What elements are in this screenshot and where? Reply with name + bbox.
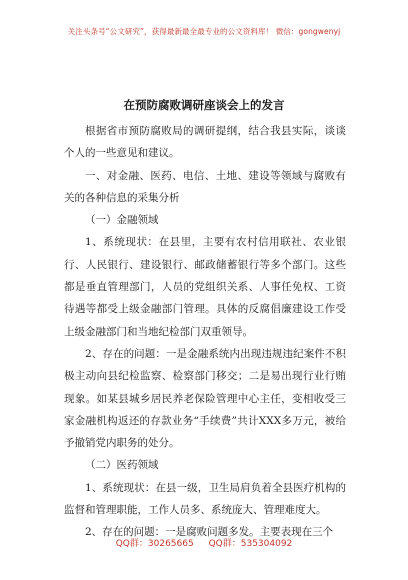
paragraph-medicine-problems: 2、存在的问题：一是腐败问题多发。主要表现在三个: [85, 526, 334, 539]
paragraph-finance-status: 1、系统现状：在县里，主要有农村信用联社、农业银行、人民银行、建设银行、邮政储蓄银行等多个部门。这些都是垂直管理部门，人员的党组织关系、人事任免权、工资待遇等都受上级金融部门管理。具体的反腐倡廉建设工作受上级金融部门和当地纪检部门双重领导。: [64, 236, 346, 338]
paragraph-medicine-status: 1、系统现状：在县一级，卫生局肩负着全县医疗机构的监督和管理职能，工作人员多、系统庞大、管理难度大。: [64, 481, 346, 517]
document-body: [64, 120, 346, 544]
paragraph-finance-problems: 2、存在的问题：一是金融系统内出现违规违纪案件不积极主动向县纪检监察、检察部门移交；二是易出现行业行贿现象。如某县城乡居民养老保险管理中心主任，变相收受三家金融机构返还的存款业务“手续费”共计XXX多万元，被给予撤销党内职务的处分。: [64, 347, 346, 450]
subsection-heading-finance: （一）金融领域: [85, 214, 159, 227]
subsection-heading-medicine: （二）医药领域: [85, 459, 159, 472]
paragraph-intro: 根据省市预防腐败局的调研提纲，结合我县实际，谈谈个人的一些意见和建议。: [64, 125, 346, 160]
footer-contact: [0, 536, 408, 549]
header-note: 关注头条号“公文研究”，获得最新最全最专业的公文资料库！ 微信：gongwenyj: [67, 27, 341, 36]
section-heading-1: 一、对金融、医药、电信、土地、建设等领域与腐败有关的各种信息的采集分析: [64, 169, 346, 204]
footer-qq-group-1: QQ群：30265665: [115, 539, 194, 549]
document-title: 在预防腐败调研座谈会上的发言: [123, 98, 285, 112]
footer-qq-group-2: QQ群：535304092: [208, 539, 293, 549]
